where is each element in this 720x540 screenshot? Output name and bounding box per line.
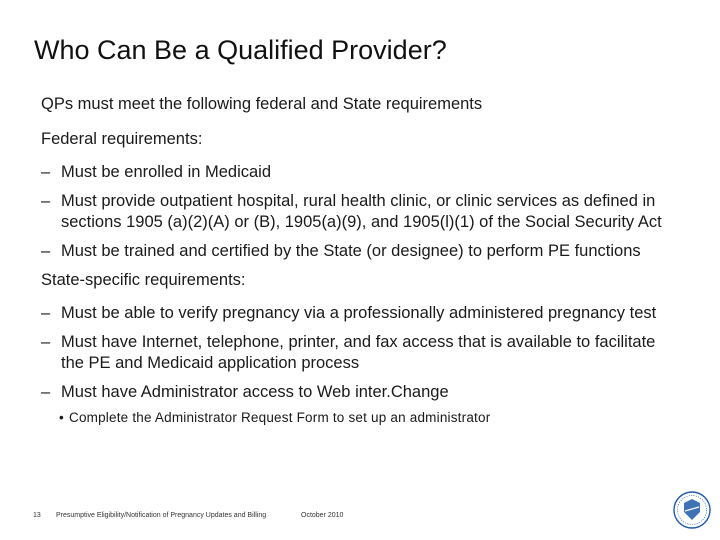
footer-text: Presumptive Eligibility/Notification of Pregnancy Updates and Billing	[56, 512, 267, 519]
list-item	[41, 162, 681, 183]
list-item-text: Must be enrolled in Medicaid	[61, 163, 272, 181]
state-heading: State-specific requirements:	[41, 271, 246, 289]
list-item	[41, 191, 681, 233]
state-requirements-list	[41, 303, 681, 403]
list-item	[41, 303, 681, 324]
list-item	[41, 241, 681, 262]
slide-title: Who Can Be a Qualified Provider?	[34, 35, 447, 65]
list-item-text: Must provide outpatient hospital, rural health clinic, or clinic services as defined in sections 1905 (a)(2)(A) or (B), 1905(a)(9), and 1905(l)(1) of the Social Security Act	[61, 192, 662, 231]
bullet-marker: •	[59, 410, 64, 425]
federal-heading: Federal requirements:	[41, 130, 203, 148]
list-item	[41, 332, 681, 374]
list-item-text: Must have Administrator access to Web inter.Change	[61, 383, 449, 401]
list-item	[41, 382, 681, 403]
list-item-text: Must be trained and certified by the State (or designee) to perform PE functions	[61, 242, 641, 260]
dash-marker: –	[41, 192, 51, 210]
seal-graphic	[672, 490, 712, 530]
sub-bullet-item	[41, 409, 681, 427]
federal-requirements-list	[41, 162, 681, 262]
dash-marker: –	[41, 163, 51, 181]
dash-marker: –	[41, 304, 51, 322]
intro-text: QPs must meet the following federal and State requirements	[41, 95, 483, 113]
dash-marker: –	[41, 383, 51, 401]
footer-date: October 2010	[301, 512, 344, 519]
state-seal-logo-icon	[672, 490, 712, 530]
list-item-text: Must be able to verify pregnancy via a professionally administered pregnancy test	[61, 304, 657, 322]
slide-content	[41, 94, 681, 427]
sub-bullet-text: Complete the Administrator Request Form to set up an administrator	[69, 410, 491, 425]
dash-marker: –	[41, 242, 51, 260]
list-item-text: Must have Internet, telephone, printer, and fax access that is available to facilitate the PE and Medicaid application process	[61, 333, 656, 372]
dash-marker: –	[41, 333, 51, 351]
page-number: 13	[33, 512, 41, 519]
